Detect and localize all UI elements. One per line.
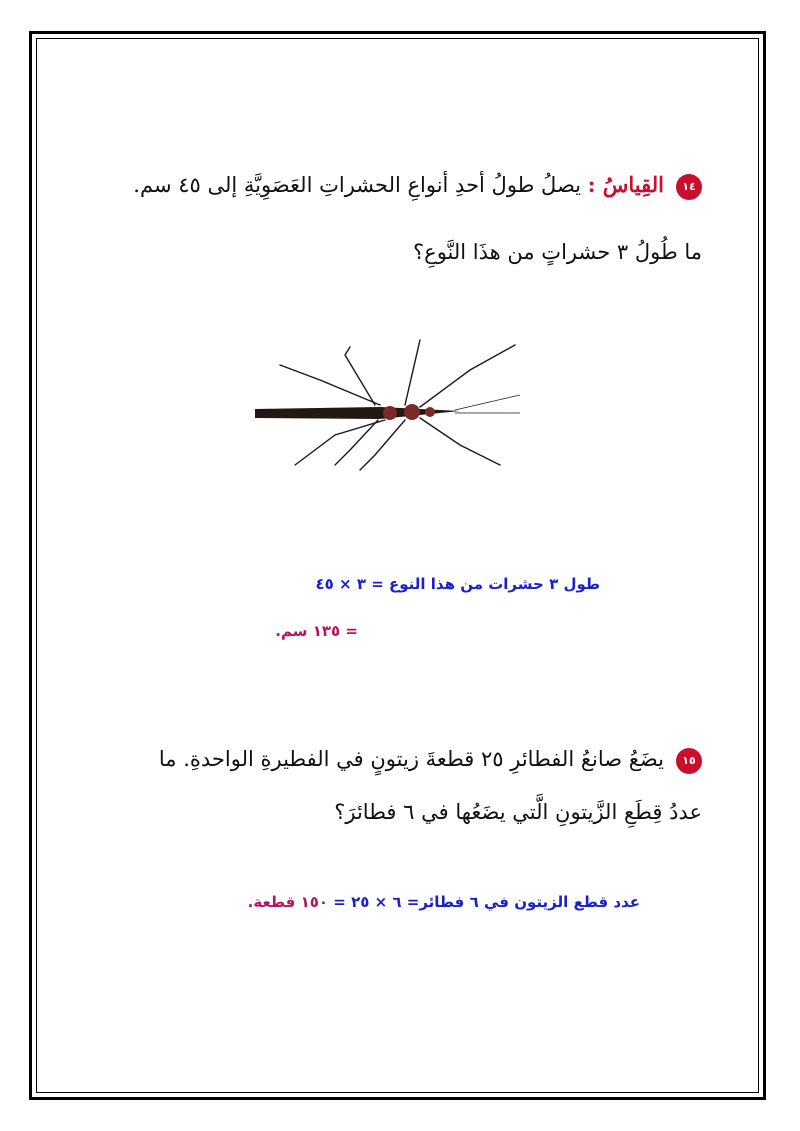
question-14-text-1: يصلُ طولُ أحدِ أنواعِ الحشراتِ العَصَوِيَّةِ إلى ٤٥ سم. bbox=[133, 173, 582, 197]
answer-15-equation: عدد قطع الزيتون في ٦ فطائر= ٦ × ٢٥ = bbox=[333, 893, 640, 911]
question-number-badge: ١٥ bbox=[676, 748, 702, 774]
question-number-badge: ١٤ bbox=[676, 174, 702, 200]
question-keyword: القِياسُ : bbox=[587, 172, 664, 197]
question-14-line-1 bbox=[133, 172, 702, 200]
answer-14-line-2: = ١٣٥ سم. bbox=[275, 622, 358, 640]
answer-15 bbox=[248, 893, 640, 911]
question-15-text-1: يضَعُ صانعُ الفطائرِ ٢٥ قطعةَ زيتونٍ في الفطيرةِ الواحدةِ. ما bbox=[158, 747, 664, 771]
stick-insect-illustration bbox=[250, 325, 520, 475]
question-15-line-2: عددُ قِطَعِ الزَّيتونِ الَّتي يضَعُها في ٦ فطائرَ؟ bbox=[334, 800, 702, 824]
answer-15-result: ١٥٠ قطعة. bbox=[247, 893, 334, 911]
question-15-line-1 bbox=[159, 747, 702, 774]
answer-14-line-1: طول ٣ حشرات من هذا النوع = ٣ × ٤٥ bbox=[315, 575, 600, 593]
question-14-line-2: ما طُولُ ٣ حشراتٍ من هذَا النَّوعِ؟ bbox=[413, 240, 702, 264]
